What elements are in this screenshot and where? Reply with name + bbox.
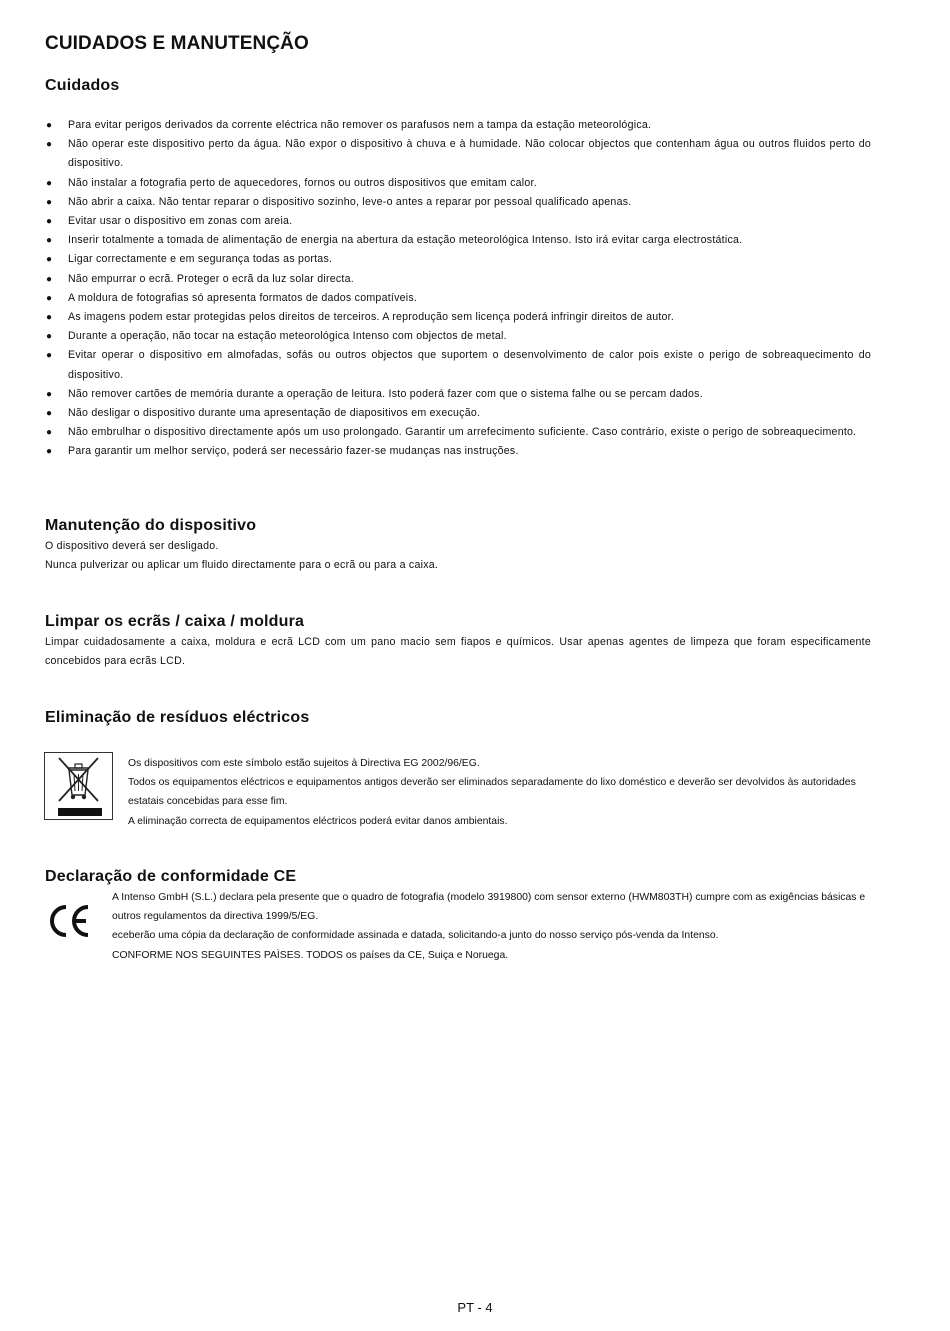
bullet-icon: ● bbox=[46, 177, 53, 189]
declaracao-line: CONFORME NOS SEGUINTES PAÌSES. TODOS os países da CE, Suiça e Noruega. bbox=[112, 949, 509, 961]
eliminacao-line: Todos os equipamentos eléctricos e equipamentos antigos deverão ser eliminados separadamente do lixo doméstico e deverão ser devolvidos às autoridades estatais concebidas para esse fim. bbox=[128, 777, 856, 808]
page-title: CUIDADOS E MANUTENÇÃO bbox=[45, 33, 309, 54]
declaracao-line: A Intenso GmbH (S.L.) declara pela presente que o quadro de fotografia (modelo 3919800) com sensor externo (HWM803TH) cumpre com as exigências básicas e outros regulamentos da directiva 1999/5/EG. bbox=[112, 892, 866, 923]
cuidados-list bbox=[45, 116, 871, 462]
list-item: ● Inserir totalmente a tomada de alimentação de energia na abertura da estação meteorológica Intenso. Isto irá evitar carga electrostática. bbox=[45, 231, 871, 250]
declaracao-text bbox=[112, 888, 874, 965]
manutencao-text bbox=[45, 537, 871, 575]
section-heading-manutencao: Manutenção do dispositivo bbox=[45, 517, 257, 534]
list-item: ● Evitar usar o dispositivo em zonas com areia. bbox=[45, 212, 871, 231]
manutencao-line: O dispositivo deverá ser desligado. bbox=[45, 540, 219, 552]
ce-mark-icon bbox=[47, 903, 91, 939]
declaracao-line: eceberão uma cópia da declaração de conformidade assinada e datada, solicitando-a junto do nosso serviço pós-venda da Intenso. bbox=[112, 930, 719, 942]
list-item: ● Não embrulhar o dispositivo directamente após um uso prolongado. Garantir um arrefecimento suficiente. Caso contrário, existe o perigo de sobreaquecimento. bbox=[45, 423, 871, 442]
list-item: ● A moldura de fotografias só apresenta formatos de dados compatíveis. bbox=[45, 289, 871, 308]
bullet-icon: ● bbox=[46, 254, 53, 266]
list-item: ● Não instalar a fotografia perto de aquecedores, fornos ou outros dispositivos que emitam calor. bbox=[45, 174, 871, 193]
bullet-icon: ● bbox=[46, 235, 53, 247]
bullet-icon: ● bbox=[46, 446, 53, 458]
list-item: ● Não desligar o dispositivo durante uma apresentação de diapositivos em execução. bbox=[45, 404, 871, 423]
list-item: ● Não operar este dispositivo perto da água. Não expor o dispositivo à chuva e à humidade. Não colocar objectos que contenham água ou outros fluidos perto do dispositivo. bbox=[45, 135, 871, 173]
list-item: ● Evitar operar o dispositivo em almofadas, sofás ou outros objectos que suportem o desenvolvimento de calor pois existe o perigo de sobreaquecimento do dispositivo. bbox=[45, 346, 871, 384]
list-item: ● Ligar correctamente e em segurança todas as portas. bbox=[45, 250, 871, 269]
limpar-text: Limpar cuidadosamente a caixa, moldura e ecrã LCD com um pano macio sem fiapos e químicos. Usar apenas agentes de limpeza que foram especificamente concebidos para ecrãs LCD. bbox=[45, 636, 871, 668]
eliminacao-line: A eliminação correcta de equipamentos eléctricos poderá evitar danos ambientais. bbox=[128, 815, 508, 827]
bullet-icon: ● bbox=[46, 350, 53, 362]
weee-crossed-bin-icon bbox=[44, 752, 113, 820]
list-item: ● As imagens podem estar protegidas pelos direitos de terceiros. A reprodução sem licença poderá infringir direitos de autor. bbox=[45, 308, 871, 327]
bullet-icon: ● bbox=[46, 120, 53, 131]
list-item: ● Não empurrar o ecrã. Proteger o ecrã da luz solar directa. bbox=[45, 270, 871, 289]
bullet-icon: ● bbox=[46, 331, 53, 343]
section-heading-eliminacao: Eliminação de resíduos eléctricos bbox=[45, 709, 310, 726]
manutencao-line: Nunca pulverizar ou aplicar um fluido directamente para o ecrã ou para a caixa. bbox=[45, 559, 439, 572]
eliminacao-text bbox=[128, 754, 868, 831]
bullet-icon: ● bbox=[46, 273, 53, 285]
bullet-icon: ● bbox=[46, 196, 53, 208]
bullet-icon: ● bbox=[46, 216, 53, 228]
bullet-icon: ● bbox=[46, 427, 53, 439]
list-item: ● Para garantir um melhor serviço, poderá ser necessário fazer-se mudanças nas instruções. bbox=[45, 442, 871, 461]
eliminacao-line: Os dispositivos com este símbolo estão sujeitos à Directiva EG 2002/96/EG. bbox=[128, 758, 480, 769]
bullet-icon: ● bbox=[46, 292, 53, 304]
bullet-icon: ● bbox=[46, 388, 53, 400]
section-heading-limpar: Limpar os ecrãs / caixa / moldura bbox=[45, 613, 305, 630]
bullet-icon: ● bbox=[46, 408, 53, 420]
bullet-icon: ● bbox=[46, 312, 53, 324]
section-heading-cuidados: Cuidados bbox=[45, 77, 120, 94]
list-item: ● Não remover cartões de memória durante a operação de leitura. Isto poderá fazer com que o sistema falhe ou se percam dados. bbox=[45, 385, 871, 404]
section-heading-declaracao: Declaração de conformidade CE bbox=[45, 868, 297, 885]
list-item: ● Para evitar perigos derivados da corrente eléctrica não remover os parafusos nem a tampa da estação meteorológica. bbox=[45, 116, 871, 135]
page-number: PT - 4 bbox=[457, 1300, 493, 1315]
list-item: ● Não abrir a caixa. Não tentar reparar o dispositivo sozinho, leve-o antes a reparar por pessoal qualificado apenas. bbox=[45, 193, 871, 212]
list-item: ● Durante a operação, não tocar na estação meteorológica Intenso com objectos de metal. bbox=[45, 327, 871, 346]
bullet-icon: ● bbox=[46, 139, 53, 151]
